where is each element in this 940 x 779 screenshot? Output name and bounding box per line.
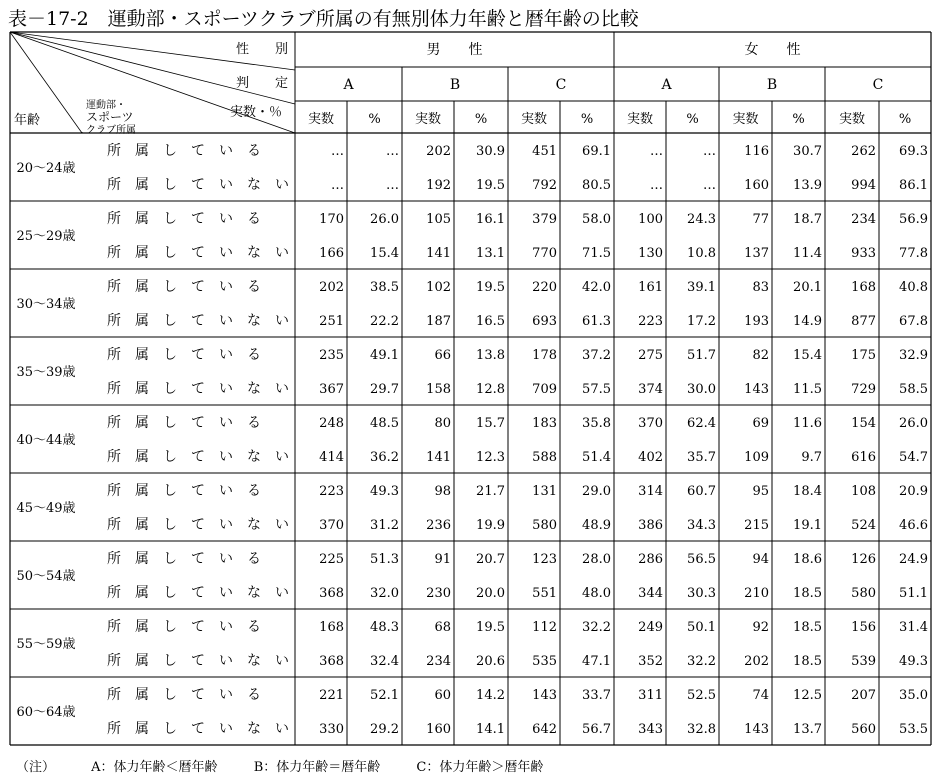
table-cell-value: 68 bbox=[434, 620, 451, 635]
table-cell-value: 524 bbox=[851, 518, 876, 533]
status-label: 所 属 し て い る bbox=[107, 619, 261, 635]
status-label: 所 属 し て い る bbox=[107, 211, 261, 227]
table-cell-value: 230 bbox=[426, 586, 451, 601]
table-cell-value: 126 bbox=[851, 552, 876, 567]
table-cell-value: 69.3 bbox=[899, 144, 928, 159]
table-cell-value: 202 bbox=[744, 654, 769, 669]
table-cell-value: 170 bbox=[319, 212, 344, 227]
table-cell-value: 262 bbox=[851, 144, 876, 159]
table-cell-value: 82 bbox=[752, 348, 769, 363]
table-cell-value: 29.0 bbox=[582, 484, 611, 499]
table-cell-value: 20.1 bbox=[793, 280, 822, 295]
table-cell-value: 116 bbox=[744, 144, 769, 159]
table-cell-value: 16.5 bbox=[476, 314, 505, 329]
age-group-label: 40～44歳 bbox=[16, 433, 76, 448]
table-cell-value: 877 bbox=[851, 314, 876, 329]
table-cell-value: 9.7 bbox=[801, 450, 822, 465]
status-label: 所 属 し て い な い bbox=[107, 653, 289, 669]
header-count-pct: 実数 bbox=[307, 112, 335, 127]
table-cell-value: 154 bbox=[851, 416, 876, 431]
table-cell-value: 60 bbox=[434, 688, 451, 703]
table-cell-value: 693 bbox=[532, 314, 557, 329]
table-cell-value: … bbox=[650, 144, 663, 159]
table-cell-value: 20.6 bbox=[476, 654, 505, 669]
table-cell-value: 168 bbox=[319, 620, 344, 635]
table-cell-value: 580 bbox=[851, 586, 876, 601]
table-cell-value: 402 bbox=[638, 450, 663, 465]
table-cell-value: 539 bbox=[851, 654, 876, 669]
table-cell-value: 160 bbox=[744, 178, 769, 193]
header-count-pct: % bbox=[686, 112, 699, 127]
table-cell-value: 352 bbox=[638, 654, 663, 669]
table-cell-value: 56.7 bbox=[582, 722, 611, 737]
table-cell-value: 143 bbox=[744, 722, 769, 737]
table-cell-value: 160 bbox=[426, 722, 451, 737]
table-cell-value: 192 bbox=[426, 178, 451, 193]
table-cell-value: 709 bbox=[532, 382, 557, 397]
table-cell-value: 19.5 bbox=[476, 178, 505, 193]
header-count-pct: 実数 bbox=[838, 112, 866, 127]
table-cell-value: 187 bbox=[426, 314, 451, 329]
table-cell-value: 158 bbox=[426, 382, 451, 397]
footnote-c: C：体力年齢＞暦年齢 bbox=[416, 760, 544, 775]
table-cell-value: 61.3 bbox=[582, 314, 611, 329]
table-cell-value: 32.9 bbox=[899, 348, 928, 363]
table-cell-value: 14.9 bbox=[793, 314, 822, 329]
table-cell-value: 143 bbox=[532, 688, 557, 703]
table-cell-value: 28.0 bbox=[582, 552, 611, 567]
header-age-label: 年齢 bbox=[14, 113, 41, 128]
table-cell-value: 451 bbox=[532, 144, 557, 159]
table-cell-value: … bbox=[703, 178, 716, 193]
header-grade: C bbox=[872, 77, 884, 93]
table-cell-value: … bbox=[650, 178, 663, 193]
table-cell-value: 19.5 bbox=[476, 280, 505, 295]
table-cell-value: 19.1 bbox=[793, 518, 822, 533]
table-cell-value: 137 bbox=[744, 246, 769, 261]
table-cell-value: … bbox=[386, 178, 399, 193]
table-cell-value: 386 bbox=[638, 518, 663, 533]
table-cell-value: 34.3 bbox=[687, 518, 716, 533]
table-cell-value: 86.1 bbox=[899, 178, 928, 193]
table-cell-value: 12.8 bbox=[476, 382, 505, 397]
table-cell-value: 215 bbox=[744, 518, 769, 533]
table-cell-value: 175 bbox=[851, 348, 876, 363]
table-cell-value: 123 bbox=[532, 552, 557, 567]
header-grade: A bbox=[343, 77, 354, 93]
status-label: 所 属 し て い な い bbox=[107, 585, 289, 601]
table-cell-value: 100 bbox=[638, 212, 663, 227]
table-cell-value: 32.2 bbox=[582, 620, 611, 635]
header-value-label: 実数・％ bbox=[229, 105, 283, 120]
status-label: 所 属 し て い る bbox=[107, 551, 261, 567]
table-cell-value: 47.1 bbox=[582, 654, 611, 669]
table-cell-value: 12.5 bbox=[793, 688, 822, 703]
table-cell-value: 21.7 bbox=[476, 484, 505, 499]
table-cell-value: 31.4 bbox=[899, 620, 928, 635]
table-cell-value: 588 bbox=[532, 450, 557, 465]
table-cell-value: 251 bbox=[319, 314, 344, 329]
table-cell-value: 236 bbox=[426, 518, 451, 533]
table-cell-value: 143 bbox=[744, 382, 769, 397]
table-cell-value: 183 bbox=[532, 416, 557, 431]
table-cell-value: 13.1 bbox=[476, 246, 505, 261]
table-cell-value: 18.4 bbox=[793, 484, 822, 499]
header-count-pct: % bbox=[368, 112, 381, 127]
table-cell-value: 30.0 bbox=[687, 382, 716, 397]
table-cell-value: 54.7 bbox=[899, 450, 928, 465]
table-cell-value: 26.0 bbox=[370, 212, 399, 227]
header-sex-label: 性 別 bbox=[235, 42, 289, 57]
table-cell-value: 130 bbox=[638, 246, 663, 261]
header-count-pct: % bbox=[474, 112, 488, 127]
footnote-a: A：体力年齢＜暦年齢 bbox=[91, 760, 218, 775]
header-count-pct: 実数 bbox=[732, 112, 759, 127]
table-cell-value: 11.5 bbox=[793, 382, 822, 397]
table-cell-value: 210 bbox=[744, 586, 769, 601]
table-cell-value: 30.7 bbox=[793, 144, 822, 159]
status-label: 所 属 し て い る bbox=[107, 483, 261, 499]
table-cell-value: 193 bbox=[744, 314, 769, 329]
table-cell-value: 58.5 bbox=[899, 382, 928, 397]
table-title: 表－17-2 運動部・スポーツクラブ所属の有無別体力年齢と暦年齢の比較 bbox=[8, 8, 639, 30]
table-cell-value: 933 bbox=[851, 246, 876, 261]
age-group-label: 45～49歳 bbox=[16, 501, 76, 516]
table-cell-value: 15.4 bbox=[370, 246, 399, 261]
header-judge-label: 判 定 bbox=[235, 76, 289, 91]
table-cell-value: 15.4 bbox=[793, 348, 822, 363]
header-count-pct: 実数 bbox=[520, 112, 548, 127]
table-cell-value: 48.9 bbox=[582, 518, 611, 533]
table-cell-value: 234 bbox=[426, 654, 451, 669]
table-cell-value: 248 bbox=[319, 416, 344, 431]
table-cell-value: 234 bbox=[851, 212, 876, 227]
table-cell-value: 729 bbox=[851, 382, 876, 397]
table-cell-value: 286 bbox=[638, 552, 663, 567]
age-group-label: 35～39歳 bbox=[16, 365, 76, 380]
table-cell-value: 314 bbox=[638, 484, 663, 499]
table-cell-value: 24.3 bbox=[687, 212, 716, 227]
table-cell-value: 49.3 bbox=[899, 654, 928, 669]
status-label: 所 属 し て い る bbox=[107, 347, 261, 363]
header-female: 女 性 bbox=[744, 42, 801, 58]
table-cell-value: 221 bbox=[319, 688, 344, 703]
table-cell-value: … bbox=[386, 144, 399, 159]
header-count-pct: 実数 bbox=[414, 112, 442, 127]
table-cell-value: 48.5 bbox=[370, 416, 399, 431]
table-cell-value: 18.5 bbox=[793, 586, 822, 601]
status-label: 所 属 し て い る bbox=[107, 415, 261, 431]
table-cell-value: 178 bbox=[532, 348, 557, 363]
footnote-prefix: （注） bbox=[16, 760, 56, 775]
header-count-pct: 実数 bbox=[626, 112, 654, 127]
table-cell-value: 17.2 bbox=[687, 314, 716, 329]
table-cell-value: 223 bbox=[319, 484, 344, 499]
table-cell-value: 56.9 bbox=[899, 212, 928, 227]
table-cell-value: 108 bbox=[851, 484, 876, 499]
table-cell-value: 24.9 bbox=[899, 552, 928, 567]
table-cell-value: 22.2 bbox=[370, 314, 399, 329]
table-cell-value: 225 bbox=[319, 552, 344, 567]
table-cell-value: 49.3 bbox=[370, 484, 399, 499]
table-cell-value: 37.2 bbox=[582, 348, 611, 363]
table-cell-value: 51.3 bbox=[370, 552, 399, 567]
table-cell-value: 30.9 bbox=[476, 144, 505, 159]
table-cell-value: 207 bbox=[851, 688, 876, 703]
table-cell-value: 580 bbox=[532, 518, 557, 533]
table-cell-value: 551 bbox=[532, 586, 557, 601]
table-cell-value: 235 bbox=[319, 348, 344, 363]
status-label: 所 属 し て い な い bbox=[107, 517, 289, 533]
table-cell-value: 49.1 bbox=[370, 348, 399, 363]
table-cell-value: 249 bbox=[638, 620, 663, 635]
table-cell-value: 156 bbox=[851, 620, 876, 635]
table-cell-value: 26.0 bbox=[899, 416, 928, 431]
table-cell-value: 102 bbox=[426, 280, 451, 295]
table-cell-value: 20.9 bbox=[899, 484, 928, 499]
table-cell-value: 202 bbox=[319, 280, 344, 295]
table-cell-value: 10.8 bbox=[687, 246, 716, 261]
table-cell-value: 29.7 bbox=[370, 382, 399, 397]
table-cell-value: 367 bbox=[319, 382, 344, 397]
table-cell-value: 14.1 bbox=[476, 722, 505, 737]
table-cell-value: 80 bbox=[434, 416, 451, 431]
table-cell-value: 83 bbox=[752, 280, 769, 295]
table-cell-value: 32.0 bbox=[370, 586, 399, 601]
table-cell-value: 57.5 bbox=[582, 382, 611, 397]
table-cell-value: 161 bbox=[638, 280, 663, 295]
table-cell-value: 166 bbox=[319, 246, 344, 261]
header-club-label: クラブ所属 bbox=[86, 125, 136, 136]
table-cell-value: 52.5 bbox=[687, 688, 716, 703]
table-cell-value: 168 bbox=[851, 280, 876, 295]
table-cell-value: 35.7 bbox=[687, 450, 716, 465]
header-grade: B bbox=[449, 77, 461, 93]
table-cell-value: 62.4 bbox=[687, 416, 716, 431]
table-cell-value: 18.5 bbox=[793, 620, 822, 635]
table-cell-value: 414 bbox=[319, 450, 344, 465]
table-cell-value: 39.1 bbox=[687, 280, 716, 295]
table-cell-value: 19.9 bbox=[476, 518, 505, 533]
table-cell-value: 223 bbox=[638, 314, 663, 329]
table-cell-value: 35.0 bbox=[899, 688, 928, 703]
header-club-label: 運動部・ bbox=[86, 100, 126, 111]
table-cell-value: 311 bbox=[638, 688, 663, 703]
table-cell-value: 330 bbox=[319, 722, 344, 737]
table-cell-value: 18.5 bbox=[793, 654, 822, 669]
table-cell-value: 36.2 bbox=[370, 450, 399, 465]
footnote bbox=[16, 756, 575, 775]
table-cell-value: 11.6 bbox=[793, 416, 822, 431]
table-cell-value: 80.5 bbox=[582, 178, 611, 193]
table-cell-value: 370 bbox=[638, 416, 663, 431]
table-cell-value: 77.8 bbox=[899, 246, 928, 261]
table-cell-value: 11.4 bbox=[793, 246, 822, 261]
status-label: 所 属 し て い な い bbox=[107, 721, 289, 737]
header-count-pct: % bbox=[898, 112, 912, 127]
table-cell-value: 33.7 bbox=[582, 688, 611, 703]
table-cell-value: 20.0 bbox=[476, 586, 505, 601]
table-cell-value: 131 bbox=[532, 484, 557, 499]
table-cell-value: 29.2 bbox=[370, 722, 399, 737]
table-cell-value: 32.4 bbox=[370, 654, 399, 669]
table-cell-value: 343 bbox=[638, 722, 663, 737]
status-label: 所 属 し て い る bbox=[107, 143, 261, 159]
table-cell-value: 60.7 bbox=[687, 484, 716, 499]
table-cell-value: … bbox=[703, 144, 716, 159]
table-cell-value: 20.7 bbox=[476, 552, 505, 567]
table-cell-value: 69.1 bbox=[582, 144, 611, 159]
table-cell-value: 51.1 bbox=[899, 586, 928, 601]
table-cell-value: 77 bbox=[752, 212, 769, 227]
age-group-label: 50～54歳 bbox=[16, 569, 76, 584]
header-club-label: スポーツ bbox=[86, 110, 134, 124]
table-cell-value: 16.1 bbox=[476, 212, 505, 227]
table-cell-value: 13.7 bbox=[793, 722, 822, 737]
table-cell-value: 994 bbox=[851, 178, 876, 193]
table-cell-value: 46.6 bbox=[899, 518, 928, 533]
table-cell-value: 202 bbox=[426, 144, 451, 159]
table-cell-value: 13.8 bbox=[476, 348, 505, 363]
header-count-pct: % bbox=[580, 112, 594, 127]
table-cell-value: 379 bbox=[532, 212, 557, 227]
age-group-label: 55～59歳 bbox=[16, 637, 76, 652]
table-cell-value: … bbox=[331, 144, 344, 159]
header-grade: C bbox=[555, 77, 567, 93]
table-cell-value: 112 bbox=[532, 620, 557, 635]
table-cell-value: 31.2 bbox=[370, 518, 399, 533]
status-label: 所 属 し て い る bbox=[107, 279, 261, 295]
table-cell-value: 344 bbox=[638, 586, 663, 601]
table-cell-value: 53.5 bbox=[899, 722, 928, 737]
table-cell-value: 32.2 bbox=[687, 654, 716, 669]
table-cell-value: … bbox=[331, 178, 344, 193]
header-count-pct: % bbox=[792, 112, 805, 127]
status-label: 所 属 し て い る bbox=[107, 687, 261, 703]
table-cell-value: 50.1 bbox=[687, 620, 716, 635]
footnote-b: B：体力年齢＝暦年齢 bbox=[253, 760, 381, 775]
table-cell-value: 368 bbox=[319, 586, 344, 601]
table-cell-value: 67.8 bbox=[899, 314, 928, 329]
table-cell-value: 56.5 bbox=[687, 552, 716, 567]
table-cell-value: 94 bbox=[752, 552, 769, 567]
table-cell-value: 48.3 bbox=[370, 620, 399, 635]
table-cell-value: 51.4 bbox=[582, 450, 611, 465]
header-male: 男 性 bbox=[426, 42, 483, 58]
age-group-label: 25～29歳 bbox=[16, 229, 76, 244]
header-grade: B bbox=[766, 77, 778, 93]
table-cell-value: 14.2 bbox=[476, 688, 505, 703]
table-cell-value: 40.8 bbox=[899, 280, 928, 295]
table-cell-value: 92 bbox=[752, 620, 769, 635]
table-cell-value: 12.3 bbox=[476, 450, 505, 465]
table-cell-value: 91 bbox=[434, 552, 451, 567]
age-group-label: 20～24歳 bbox=[16, 161, 76, 176]
table-cell-value: 19.5 bbox=[476, 620, 505, 635]
table-cell-value: 642 bbox=[532, 722, 557, 737]
table-cell-value: 792 bbox=[532, 178, 557, 193]
table-cell-value: 105 bbox=[426, 212, 451, 227]
table-cell-value: 69 bbox=[752, 416, 769, 431]
table-cell-value: 66 bbox=[434, 348, 451, 363]
table-cell-value: 770 bbox=[532, 246, 557, 261]
table-cell-value: 35.8 bbox=[582, 416, 611, 431]
table-cell-value: 15.7 bbox=[476, 416, 505, 431]
table-cell-value: 109 bbox=[744, 450, 769, 465]
table-cell-value: 370 bbox=[319, 518, 344, 533]
table-cell-value: 51.7 bbox=[687, 348, 716, 363]
status-label: 所 属 し て い な い bbox=[107, 381, 289, 397]
status-label: 所 属 し て い な い bbox=[107, 245, 289, 261]
table-cell-value: 141 bbox=[426, 246, 451, 261]
table-cell-value: 535 bbox=[532, 654, 557, 669]
table-cell-value: 98 bbox=[434, 484, 451, 499]
table-cell-value: 58.0 bbox=[582, 212, 611, 227]
table-cell-value: 71.5 bbox=[582, 246, 611, 261]
table-cell-value: 13.9 bbox=[793, 178, 822, 193]
table-cell-value: 38.5 bbox=[370, 280, 399, 295]
header-grade: A bbox=[661, 77, 672, 93]
table-cell-value: 368 bbox=[319, 654, 344, 669]
table-cell-value: 42.0 bbox=[582, 280, 611, 295]
table-cell-value: 52.1 bbox=[370, 688, 399, 703]
table-cell-value: 30.3 bbox=[687, 586, 716, 601]
table-cell-value: 374 bbox=[638, 382, 663, 397]
table-cell-value: 616 bbox=[851, 450, 876, 465]
age-group-label: 30～34歳 bbox=[16, 297, 76, 312]
table-cell-value: 18.7 bbox=[793, 212, 822, 227]
status-label: 所 属 し て い な い bbox=[107, 449, 289, 465]
table-cell-value: 95 bbox=[752, 484, 769, 499]
table-cell-value: 560 bbox=[851, 722, 876, 737]
table-cell-value: 48.0 bbox=[582, 586, 611, 601]
status-label: 所 属 し て い な い bbox=[107, 177, 289, 193]
table-cell-value: 275 bbox=[638, 348, 663, 363]
table-cell-value: 220 bbox=[532, 280, 557, 295]
table-cell-value: 74 bbox=[752, 688, 769, 703]
status-label: 所 属 し て い な い bbox=[107, 313, 289, 329]
table-cell-value: 141 bbox=[426, 450, 451, 465]
age-group-label: 60～64歳 bbox=[16, 705, 76, 720]
table-cell-value: 18.6 bbox=[793, 552, 822, 567]
table-cell-value: 32.8 bbox=[687, 722, 716, 737]
